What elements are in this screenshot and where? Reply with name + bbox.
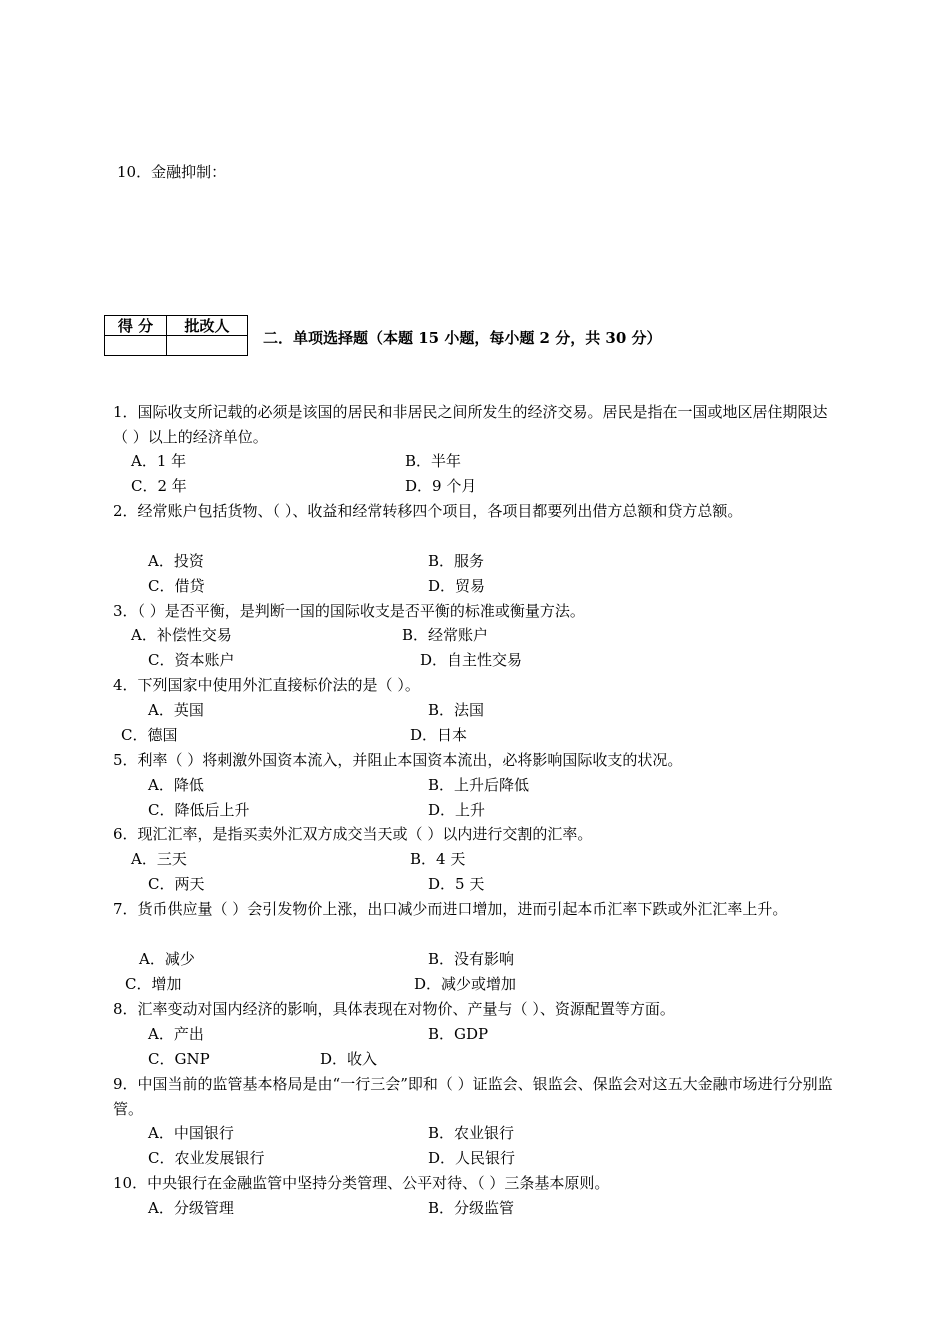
q4-option-b: B．法国	[428, 701, 485, 719]
question-2-stem: 2．经常账户包括货物、（ ）、收益和经常转移四个项目，各项目都要列出借方总额和贷方总额。	[113, 502, 743, 520]
q1-option-c: C．2 年	[131, 477, 187, 495]
q2-option-b: B．服务	[428, 552, 485, 570]
q6-option-a: A．三天	[131, 850, 187, 868]
q4-option-d: D．日本	[410, 726, 468, 744]
question-5-stem: 5．利率（ ）将刺激外国资本流入，并阻止本国资本流出，必将影响国际收支的状况。	[113, 751, 683, 769]
q10-option-b: B．分级监管	[428, 1199, 515, 1217]
q1-option-d: D．9 个月	[405, 477, 477, 495]
q8-option-a: A．产出	[148, 1025, 204, 1043]
q9-option-a: A．中国银行	[148, 1124, 234, 1142]
q4-option-a: A．英国	[148, 701, 204, 719]
section-title: 二．单项选择题（本题 15 小题，每小题 2 分，共 30 分）	[263, 329, 662, 347]
question-7-stem: 7．货币供应量（ ）会引发物价上涨，出口减少而进口增加，进而引起本币汇率下跌或外汇汇率上升。	[113, 900, 788, 918]
q6-option-d: D．5 天	[428, 875, 485, 893]
q7-option-d: D．减少或增加	[414, 975, 517, 993]
grader-cell[interactable]	[167, 336, 248, 356]
q6-option-b: B．4 天	[410, 850, 466, 868]
q9-option-d: D．人民银行	[428, 1149, 516, 1167]
question-10-stem: 10．中央银行在金融监管中坚持分类管理、公平对待、（ ）三条基本原则。	[113, 1174, 610, 1192]
q9-option-c: C．农业发展银行	[148, 1149, 265, 1167]
q1-option-a: A．1 年	[131, 452, 187, 470]
question-1-stem: 1．国际收支所记载的必须是该国的居民和非居民之间所发生的经济交易。居民是指在一国或地区居住期限达 （ ）以上的经济单位。	[113, 403, 828, 446]
q5-option-b: B．上升后降低	[428, 776, 530, 794]
q3-option-d: D．自主性交易	[420, 651, 523, 669]
q8-option-d: D．收入	[320, 1050, 378, 1068]
question-8-stem: 8．汇率变动对国内经济的影响，具体表现在对物价、产量与（ ）、资源配置等方面。	[113, 1000, 675, 1018]
q5-option-c: C．降低后上升	[148, 801, 250, 819]
q2-option-a: A．投资	[148, 552, 204, 570]
question-3-stem: 3．（ ）是否平衡，是判断一国的国际收支是否平衡的标准或衡量方法。	[113, 602, 585, 620]
q5-option-d: D．上升	[428, 801, 486, 819]
prev-question-10-term: 10．金融抑制：	[117, 163, 227, 181]
q8-option-c: C．GNP	[148, 1050, 210, 1068]
question-4-stem: 4．下列国家中使用外汇直接标价法的是（ ）。	[113, 676, 420, 694]
q3-option-c: C．资本账户	[148, 651, 235, 669]
q2-option-d: D．贸易	[428, 577, 486, 595]
q7-option-a: A．减少	[139, 950, 195, 968]
score-label: 得 分	[105, 316, 167, 336]
q2-option-c: C．借贷	[148, 577, 205, 595]
q7-option-c: C．增加	[125, 975, 182, 993]
question-9-stem: 9．中国当前的监管基本格局是由“一行三会”即和（ ）证监会、银监会、保监会对这五大金融市场进行分别监管。	[113, 1075, 833, 1118]
q9-option-b: B．农业银行	[428, 1124, 515, 1142]
q3-option-a: A．补偿性交易	[131, 626, 232, 644]
score-box	[104, 315, 248, 356]
score-cell[interactable]	[105, 336, 167, 356]
q3-option-b: B．经常账户	[402, 626, 489, 644]
grader-label: 批改人	[167, 316, 248, 336]
q8-option-b: B．GDP	[428, 1025, 489, 1043]
q5-option-a: A．降低	[148, 776, 204, 794]
q6-option-c: C．两天	[148, 875, 205, 893]
q4-option-c: C．德国	[121, 726, 178, 744]
q10-option-a: A．分级管理	[148, 1199, 234, 1217]
question-6-stem: 6．现汇汇率，是指买卖外汇双方成交当天或（ ）以内进行交割的汇率。	[113, 825, 593, 843]
q7-option-b: B．没有影响	[428, 950, 515, 968]
q1-option-b: B．半年	[405, 452, 462, 470]
